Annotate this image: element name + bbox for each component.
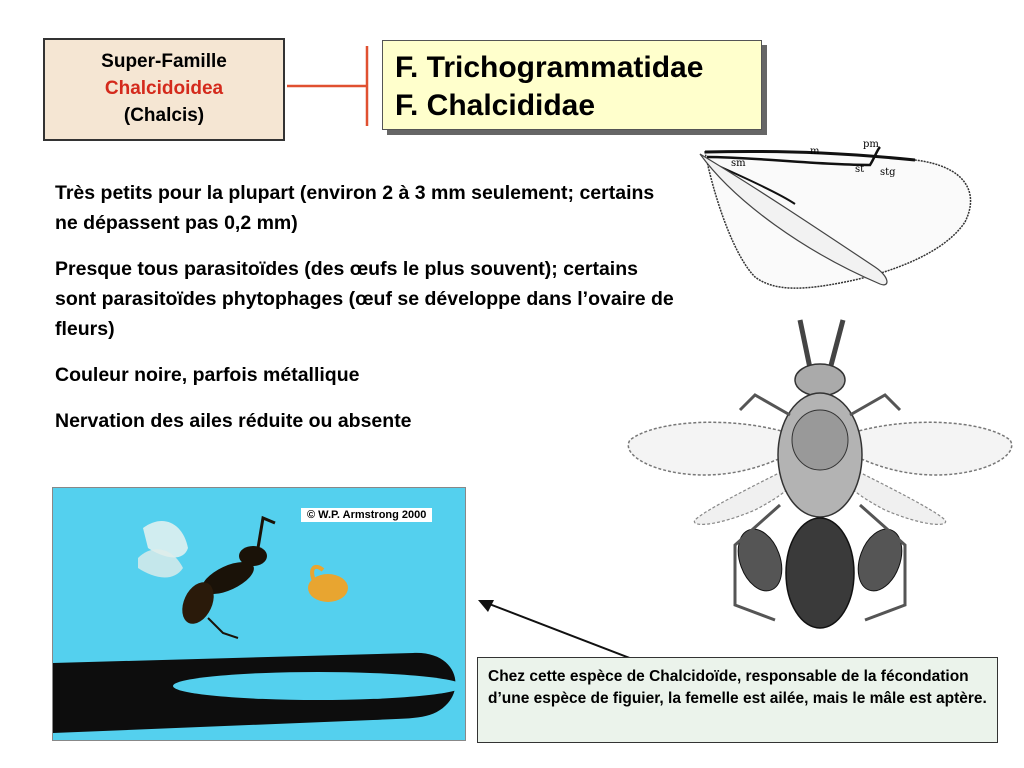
family-trichogrammatidae: F. Trichogrammatidae <box>395 51 704 84</box>
photo-illustration <box>53 488 466 741</box>
copyright-text: W.P. Armstrong 2000 <box>318 509 427 521</box>
specimen-photo <box>52 487 466 741</box>
text-parasitoids: Presque tous parasitoïdes (des œufs le plus souvent); certains sont parasitoïdes phytophages (œuf se développe dans l’ovaire de fleurs) <box>55 258 674 340</box>
superfamily-genus: (Chalcis) <box>123 105 205 126</box>
wing-diagram <box>695 132 995 297</box>
caption-box: Chez cette espèce de Chalcidoïde, responsable de la fécondation d’une espèce de figuier, la femelle est ailée, mais le mâle est aptère. <box>477 657 998 743</box>
wing-label-st: st <box>855 164 865 175</box>
photo-copyright <box>301 508 432 522</box>
text-wing-venation: Nervation des ailes réduite ou absente <box>55 410 412 432</box>
text-color: Couleur noire, parfois métallique <box>55 364 360 386</box>
connector-bracket <box>285 40 385 140</box>
text-size: Très petits pour la plupart (environ 2 à 3 mm seulement; certains ne dépassent pas 0,2 mm) <box>55 182 655 234</box>
superfamily-box <box>43 38 285 141</box>
wing-label-pm: pm <box>863 139 879 150</box>
superfamily-label: Super-Famille <box>101 51 227 72</box>
family-list-box <box>382 40 762 130</box>
wing-label-stg: stg <box>880 167 896 178</box>
needle-eye <box>173 672 463 700</box>
chalcid-insect-drawing <box>615 315 1024 650</box>
wing-label-sm: sm <box>731 158 746 169</box>
description-text <box>55 178 675 452</box>
superfamily-name: Chalcidoidea <box>104 78 224 99</box>
family-chalcididae: F. Chalcididae <box>395 89 596 122</box>
wing-label-m: m <box>810 146 820 157</box>
copyright-icon: © <box>307 509 316 521</box>
